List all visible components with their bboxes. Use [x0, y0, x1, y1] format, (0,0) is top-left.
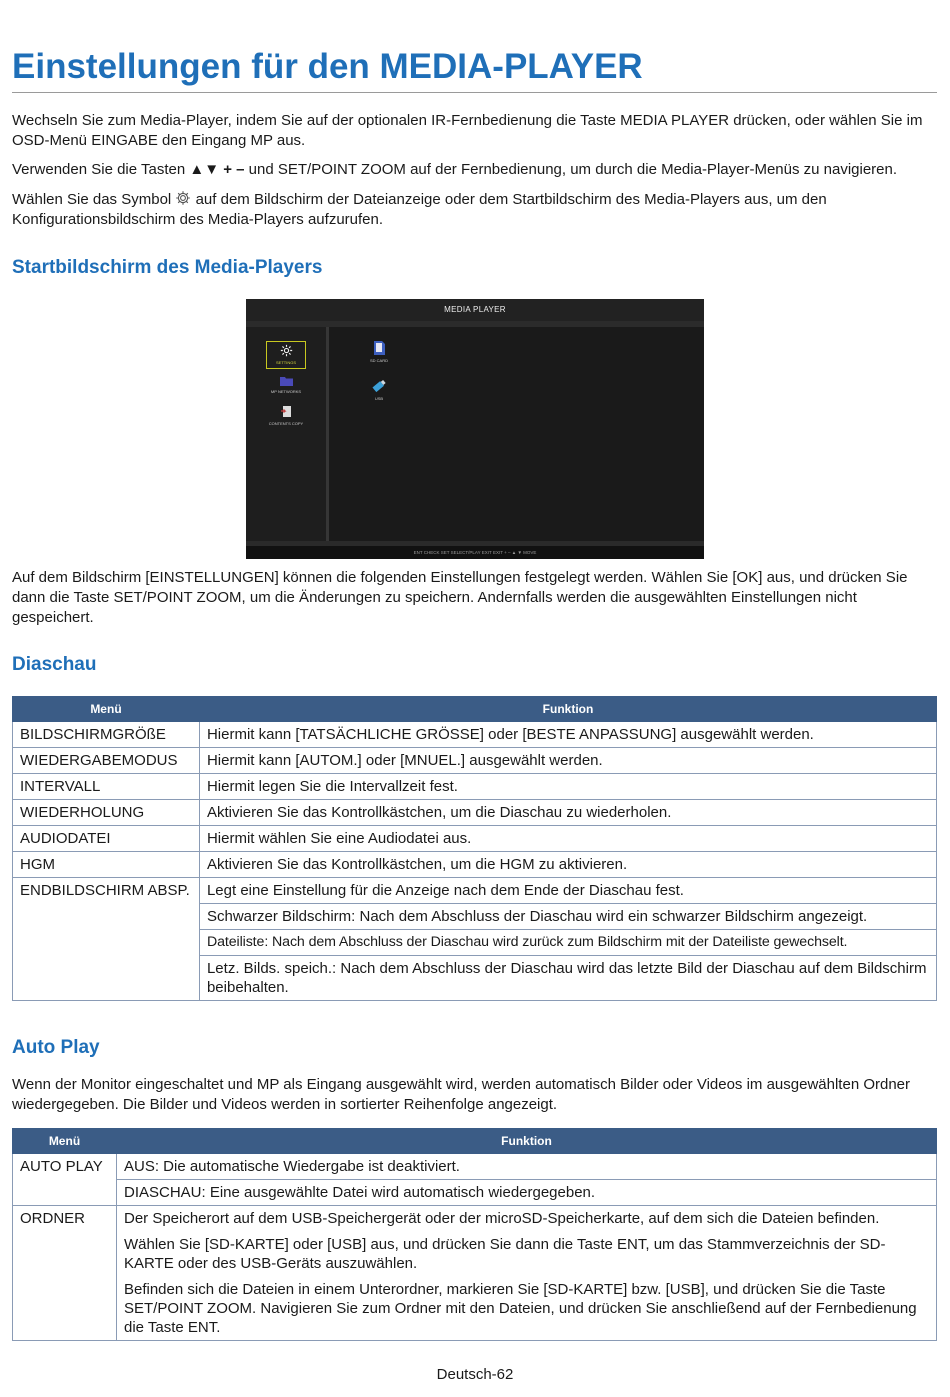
column-header-menu: Menü	[13, 697, 200, 722]
media-player-screenshot	[246, 299, 704, 559]
table-header-row	[13, 1129, 937, 1154]
ordner-line-2: Wählen Sie [SD-KARTE] oder [USB] aus, und drücken Sie dann die Taste ENT, um das Stammverzeichnis der SD-KARTE oder des USB-Geräts auszuwählen.	[123, 1236, 886, 1272]
menu-cell: HGM	[13, 852, 200, 878]
function-cell: Dateiliste: Nach dem Abschluss der Diaschau wird zurück zum Bildschirm mit der Dateiliste gewechselt.	[199, 930, 936, 956]
function-cell: Letz. Bilds. speich.: Nach dem Abschluss der Diaschau wird das letzte Bild der Diaschau auf dem Bildschirm beibehalten.	[199, 956, 936, 1001]
mp-contents-copy-item[interactable]	[264, 406, 308, 426]
table-row	[13, 800, 937, 826]
ordner-line-3: Befinden sich die Dateien in einem Unterordner, markieren Sie [SD-KARTE] bzw. [USB], und drücken Sie die Taste SET/POINT ZOOM. Navigieren Sie zum Ordner mit den Dateien, und drücken Sie anschließend auf der Fernbedienung die Taste ENT.	[123, 1281, 917, 1336]
heading-diaschau: Diaschau	[12, 654, 97, 675]
menu-cell: ENDBILDSCHIRM ABSP.	[13, 878, 200, 1001]
menu-cell: ORDNER	[13, 1206, 117, 1341]
menu-cell: WIEDERHOLUNG	[13, 800, 200, 826]
intro-p3-before: Wählen Sie das Symbol	[12, 191, 176, 208]
navigation-keys: ▲▼ + –	[189, 161, 245, 178]
function-cell: Aktivieren Sie das Kontrollkästchen, um die Diaschau zu wiederholen.	[199, 800, 936, 826]
media-player-footer: ENT CHECK SET SELECT/PLAY EXIT EXIT + – ▲ ▼ MOVE	[246, 546, 704, 559]
media-player-title: MEDIA PLAYER	[246, 299, 704, 321]
intro-p2-after: und SET/POINT ZOOM auf der Fernbedienung, um durch die Media-Player-Menüs zu navigieren.	[244, 161, 898, 178]
mp-networks-label: MP NETWORKS	[270, 389, 302, 394]
function-cell: Hiermit wählen Sie eine Audiodatei aus.	[199, 826, 936, 852]
column-header-function: Funktion	[199, 697, 936, 722]
autoplay-table	[12, 1128, 937, 1341]
intro-p2-before: Verwenden Sie die Tasten	[12, 161, 190, 178]
table-header-row	[13, 697, 937, 722]
usb-icon	[371, 379, 387, 393]
page-number: Deutsch-62	[436, 1366, 514, 1383]
mp-sdcard-label: SD CARD	[369, 358, 388, 363]
page-title: Einstellungen für den MEDIA-PLAYER	[12, 46, 937, 93]
mp-contents-copy-label: CONTENTS COPY	[268, 421, 304, 426]
function-cell: DIASCHAU: Eine ausgewählte Datei wird automatisch wiedergegeben.	[116, 1180, 936, 1206]
mp-sdcard-item[interactable]	[362, 341, 396, 363]
menu-cell: AUTO PLAY	[13, 1154, 117, 1206]
mp-usb-item[interactable]	[362, 379, 396, 401]
table-row	[13, 748, 937, 774]
function-cell: Hiermit kann [AUTOM.] oder [MNUEL.] ausgewählt werden.	[199, 748, 936, 774]
column-header-function: Funktion	[116, 1129, 936, 1154]
function-cell: Legt eine Einstellung für die Anzeige nach dem Ende der Diaschau fest.	[199, 878, 936, 904]
ordner-line-1: Der Speicherort auf dem USB-Speichergerät oder der microSD-Speicherkarte, auf dem sich die Dateien befinden.	[123, 1210, 880, 1227]
intro-p3-after: auf dem Bildschirm der Dateianzeige oder dem Startbildschirm des Media-Players aus, um den Konfigurationsbildschirm des Media-Players aufzurufen.	[12, 191, 827, 228]
table-row	[13, 1154, 937, 1180]
sd-card-icon	[374, 341, 385, 355]
function-cell: Hiermit kann [TATSÄCHLICHE GRÖSSE] oder [BESTE ANPASSUNG] ausgewählt werden.	[199, 722, 936, 748]
mp-settings-label: SETTINGS	[275, 360, 296, 365]
menu-cell: WIEDERGABEMODUS	[13, 748, 200, 774]
diaschau-table	[12, 696, 937, 1001]
heading-autoplay: Auto Play	[12, 1037, 100, 1058]
function-cell: AUS: Die automatische Wiedergabe ist deaktiviert.	[116, 1154, 936, 1180]
intro-paragraph-3	[12, 190, 937, 230]
mp-usb-label: USB	[374, 396, 384, 401]
folder-icon	[280, 376, 293, 386]
table-row	[13, 826, 937, 852]
function-cell	[116, 1206, 936, 1341]
table-row	[13, 878, 937, 904]
function-cell: Hiermit legen Sie die Intervallzeit fest.	[199, 774, 936, 800]
menu-cell: AUDIODATEI	[13, 826, 200, 852]
table-row	[13, 1180, 937, 1206]
column-header-menu: Menü	[13, 1129, 117, 1154]
table-row	[13, 774, 937, 800]
mp-settings-item[interactable]	[266, 341, 306, 369]
intro-paragraph-2	[12, 160, 937, 180]
menu-cell: INTERVALL	[13, 774, 200, 800]
table-row	[13, 722, 937, 748]
startscreen-paragraph: Auf dem Bildschirm [EINSTELLUNGEN] können die folgenden Einstellungen festgelegt werden. Wählen Sie [OK] aus, und drücken Sie dann die Taste SET/POINT ZOOM, um die Änderungen zu speichern. Andernfalls werden die ausgewählten Einstellungen nicht gespeichert.	[12, 569, 908, 626]
function-cell: Aktivieren Sie das Kontrollkästchen, um die HGM zu aktivieren.	[199, 852, 936, 878]
table-row	[13, 1206, 937, 1341]
gear-icon	[175, 190, 191, 206]
copy-icon	[281, 406, 291, 418]
autoplay-paragraph: Wenn der Monitor eingeschaltet und MP als Eingang ausgewählt wird, werden automatisch Bilder oder Videos im ausgewählten Ordner wiedergegeben. Die Bilder und Videos werden in sortierter Reihenfolge angezeigt.	[12, 1076, 911, 1113]
heading-startscreen: Startbildschirm des Media-Players	[12, 257, 323, 278]
table-row	[13, 852, 937, 878]
gear-icon	[280, 344, 293, 357]
intro-paragraph-1: Wechseln Sie zum Media-Player, indem Sie auf der optionalen IR-Fernbedienung die Taste MEDIA PLAYER drücken, oder wählen Sie im OSD-Menü EINGABE den Eingang MP aus.	[12, 112, 923, 149]
menu-cell: BILDSCHIRMGRÖßE	[13, 722, 200, 748]
function-cell: Schwarzer Bildschirm: Nach dem Abschluss der Diaschau wird ein schwarzer Bildschirm angezeigt.	[199, 904, 936, 930]
mp-networks-item[interactable]	[264, 376, 308, 394]
